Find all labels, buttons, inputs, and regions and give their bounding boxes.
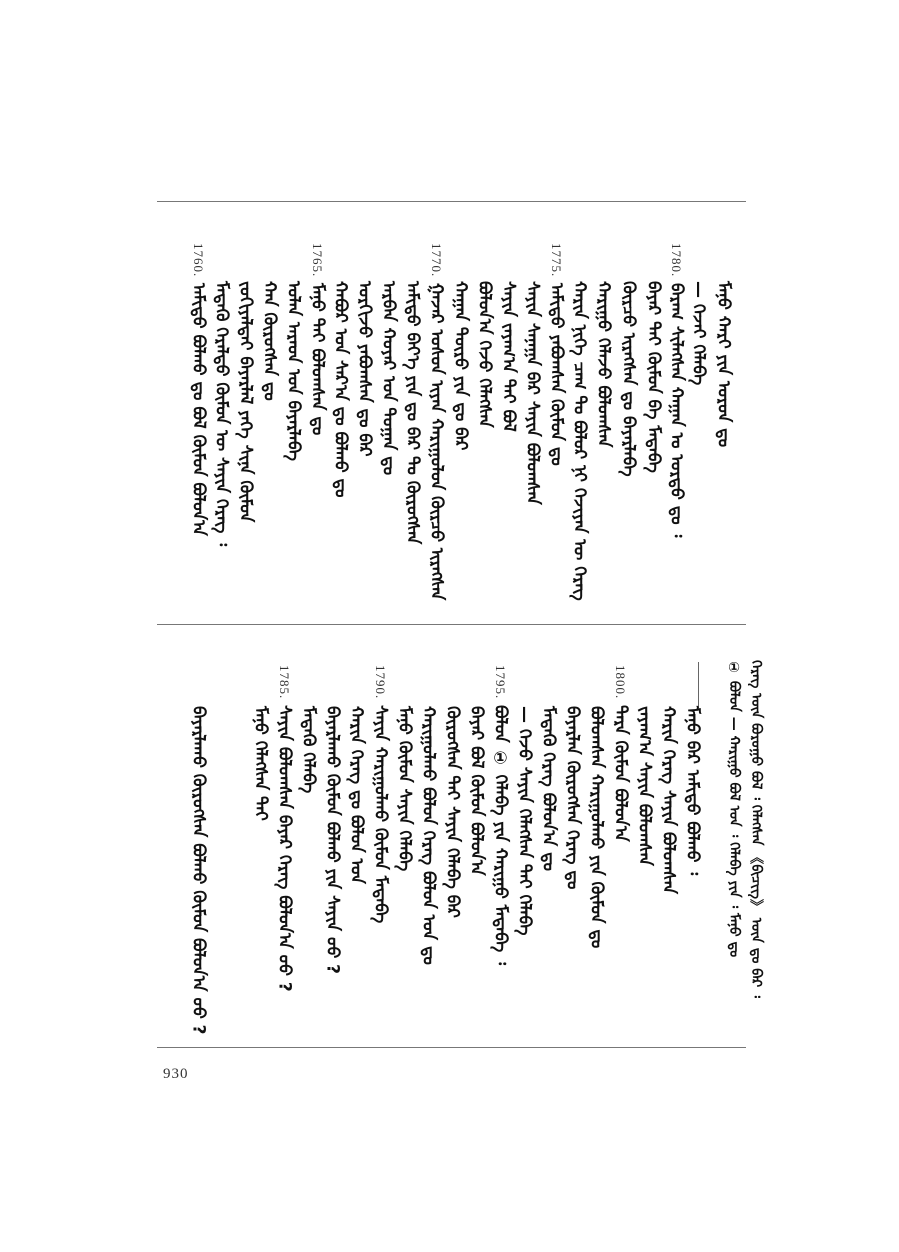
verse-text: ᠬᠠᠷᠢᠭᠤᠯᠬᠤ ᠪᠣᠯᠤᠨ ᠬᠡᠷᠡᠭ ᠪᠣᠯᠤᠨ ᠣᠨ ᠳᠤ [418, 706, 439, 965]
verse-text: ᠮᠡᠳᠡᠬᠦ ᠭᠡᠷᠡᠯᠲᠦ ᠬᠦᠮᠦᠨ ᠦ ᠰᠠᠶᠢᠨ ᠬᠡᠷᠡᠭ ᠄ [211, 281, 232, 547]
verse-text: ᠰᠠᠶᠢᠨ ᠬᠠᠷᠢᠭᠤᠯᠬᠤ ᠬᠦᠮᠦᠨ ᠮᠡᠳᠡᠪᠡ [370, 705, 391, 924]
verse-text: ᠮᠠᠨᠤ ᠪᠠᠷ ᠠᠮᠢᠳᠤ ᠪᠣᠯᠬᠣ ᠄ [682, 706, 703, 876]
line-number: 1770. [429, 243, 444, 278]
verse-text: ᠬᠦᠷᠴᠦ ᠢᠷᠡᠭᠰᠡᠨ ᠳᠤ ᠪᠠᠶᠠᠷᠯᠠᠪᠠ [618, 281, 639, 477]
verse-text: ᠪᠠᠶᠠᠷ ᠪᠣᠯ ᠬᠦᠮᠦᠨ ᠪᠣᠯᠤᠨ᠎ᠠ [466, 706, 487, 876]
top-rule [157, 201, 746, 202]
verse-text: ᠬᠠᠪᠤᠷ ᠤᠨ ᠰᠠᠷ᠎ᠠ ᠳᠤ ᠪᠣᠯᠬᠣ ᠳᠤ [330, 281, 351, 498]
verse-text: ᠪᠣᠯᠤᠨ ① ᠬᠡᠯᠡᠪᠡ ᠶᠢᠨ ᠬᠠᠷᠢᠭᠤ ᠮᠡᠳᠡᠪᠡ ᠄ [490, 705, 511, 966]
verse-text: ᠵᠠᠶᠠᠭ᠎ᠠ ᠰᠠᠶᠢᠨ ᠪᠣᠯᠤᠭᠰᠠᠨ [634, 706, 655, 866]
line-number: 1760. [191, 243, 206, 278]
verse-text: ᠪᠠᠶᠠᠷ ᠲᠠᠢ ᠬᠦᠮᠦᠨ ᠪᠡ ᠮᠡᠳᠡᠪᠡ [643, 281, 664, 473]
verse-text: ᠮᠠᠨᠤ ᠬᠦᠮᠦᠨ ᠰᠠᠶᠢᠨ ᠬᠡᠯᠡᠪᠡ [394, 706, 415, 872]
verse-text: ᠬᠠᠷᠢᠭᠤ ᠬᠡᠯᠡᠵᠦ ᠪᠣᠯᠤᠭᠰᠠᠨ [593, 281, 614, 448]
footnote-text: ① ᠪᠣᠯᠤᠨ — ᠬᠠᠷᠢᠭᠤ ᠪᠣᠯ ᠣᠨ ᠄ ᠬᠡᠯᠡᠪᠡ ᠶᠢᠨ ᠄ ᠮᠠᠨᠤ ᠳᠤ [726, 660, 742, 958]
verse-text: — ᠭᠡᠵᠦ ᠰᠠᠶᠢᠨ ᠬᠡᠯᠡᠭᠰᠡᠨ ᠲᠠᠢ ᠬᠡᠯᠡᠪᠡ [514, 706, 535, 936]
verse-text: ᠣᠷᠬᠢᠵᠦ ᠶᠠᠪᠤᠭᠰᠠᠨ ᠳᠤ ᠪᠠᠷ [354, 281, 375, 457]
verse-text: ᠪᠠᠶᠠᠷᠯᠠᠨ ᠬᠦᠷᠦᠭᠰᠡᠨ ᠬᠡᠷᠡᠭ ᠳᠤ [562, 706, 583, 890]
verse-column [182, 243, 214, 536]
verse-text: ᠬᠠᠭᠠᠨ ᠲᠦᠷᠦ ᠶᠢᠨ ᠳᠤ ᠪᠠᠷ [450, 281, 471, 451]
verse-text: ᠮᠠᠨᠤ ᠬᠡᠯᠡᠭᠰᠡᠨ ᠲᠠᠢ [250, 706, 271, 821]
verse-text: ᠪᠣᠯᠣᠭᠰᠠᠨ ᠬᠠᠷᠢᠭᠤᠯᠬᠤ ᠶᠢᠨ ᠬᠦᠮᠦᠨ ᠳᠤ [586, 706, 607, 949]
verse-text: ᠮᠡᠳᠡᠬᠦ ᠬᠡᠷᠡᠭ ᠪᠣᠯᠤᠨ᠎ᠠ ᠳᠤ [538, 706, 559, 871]
middle-rule [157, 624, 746, 625]
footnote-text: ᠬᠡᠷᠡᠭ ᠦᠨ ᠪᠤᠷᠣᠭᠤ ᠪᠣᠯ ᠄ ᠬᠡᠯᠡᠭᠰᠡᠨ 《ᠪᠢᠴᠢᠭ》 ᠦᠨ ᠳᠤ ᠪᠡᠷ ᠄ [748, 660, 764, 998]
line-number: 1800. [613, 665, 628, 700]
line-number: 1795. [493, 665, 508, 700]
verse-text: ᠵᠣᠬᠢᠶᠠᠯᠲᠠᠢ ᠪᠠᠶᠠᠷᠯᠠᠯ ᠶᠡᠬᠡ ᠰᠢᠨᠡ ᠬᠦᠮᠦᠨ [235, 281, 256, 523]
verse-text: ᠰᠠᠶᠢᠨ ᠪᠣᠯᠤᠭᠰᠠᠨ ᠪᠠᠶᠠᠷ ᠬᠡᠷᠡᠭ ᠪᠣᠯᠤᠨ᠎ᠠ ᠤᠤ ? [274, 705, 295, 992]
verse-text: ᠠᠮᠢᠳᠤ ᠪᠡᠶ᠎ᠡ ᠶᠢᠨ ᠳᠤ ᠪᠠᠷ ᠲᠤ ᠬᠦᠷᠦᠭᠰᠡᠨ [402, 281, 423, 545]
verse-text: ᠪᠠᠶᠠᠷᠯᠠᠬᠤ ᠬᠦᠷᠦᠭᠰᠡᠨ ᠪᠣᠯᠬᠣ ᠬᠦᠮᠦᠨ ᠪᠣᠯᠤᠨ᠎ᠠ ᠤᠤ ? [188, 706, 209, 1035]
verse-text: ᠬᠦᠷᠦᠭᠰᠡᠨ ᠲᠠᠢ ᠰᠠᠶᠢᠨ ᠬᠡᠯᠡᠪᠡ ᠪᠠᠷ [442, 706, 463, 918]
verse-text: ᠮᠠᠨᠤ ᠲᠠᠢ ᠪᠣᠯᠤᠭᠰᠠᠨ ᠳᠤ [307, 283, 328, 436]
verse-text: ᠲᠡᠷᠡ ᠬᠦᠮᠦᠨ ᠪᠣᠯᠤᠨ᠎ᠠ [610, 705, 631, 843]
line-number: 1780. [669, 243, 684, 278]
line-number: 1775. [549, 243, 564, 278]
verse-text: — ᠭᠡᠵᠡᠢ ᠬᠡᠯᠡᠪᠡ [688, 281, 709, 386]
footnote-line [718, 660, 750, 957]
verse-text: ᠠᠮᠢᠳᠤ ᠪᠣᠯᠬᠣ ᠳᠤ ᠪᠣᠯ ᠬᠦᠮᠦᠨ ᠪᠣᠯᠤᠨ᠎ᠠ [188, 283, 209, 537]
verse-text: ᠪᠠᠷᠠᠭ ᠰᠢᠯᠡᠭᠰᠡᠨ ᠬᠠᠭᠠᠨ ᠤ ᠣᠷᠳᠣ ᠳᠤ ᠄ [666, 283, 687, 538]
verse-text: ᠭᠠᠵᠠᠷ ᠤᠰᠤᠨ ᠢᠶᠠᠨ ᠬᠠᠷᠢᠭᠤᠯᠤᠨ ᠬᠦᠷᠴᠦ ᠢᠷᠡᠭᠰᠡᠨ [426, 283, 447, 601]
verse-text: ᠬᠠᠷᠢᠨ ᠬᠡᠷᠡᠭ ᠳᠤ ᠪᠣᠯᠤᠨ ᠤᠨ [346, 706, 367, 884]
verse-text: ᠪᠠᠶᠠᠷᠯᠠᠬᠤ ᠬᠦᠮᠦᠨ ᠪᠣᠯᠬᠣ ᠶᠢᠨ ᠰᠠᠶᠢᠨ ᠤᠤ ? [322, 706, 343, 975]
bottom-rule [157, 1047, 746, 1048]
line-number: 1765. [310, 243, 325, 278]
verse-text: ᠰᠠᠶᠢᠨ ᠵᠠᠶᠠᠭ᠎ᠠ ᠲᠠᠢ ᠪᠣᠯ [498, 281, 519, 432]
line-number: 1785. [277, 665, 292, 700]
verse-text: ᠰᠠᠶᠢᠨ ᠰᠠᠨᠠᠭᠠ ᠪᠠᠷ ᠰᠠᠶᠢᠨ ᠪᠣᠯᠤᠭᠰᠠᠨ [522, 281, 543, 505]
verse-text: ᠮᠡᠳᠡᠬᠦ ᠬᠡᠯᠡᠪᠡ [298, 706, 319, 794]
verse-text: ᠠᠮᠢᠳᠤ ᠶᠠᠪᠤᠭᠰᠠᠨ ᠬᠦᠮᠦᠨ ᠳᠤ [546, 283, 567, 467]
verse-text: ᠬᠠᠨ ᠬᠦᠷᠦᠭᠰᠡᠨ ᠳᠤ [259, 281, 280, 401]
page-number: 930 [163, 1066, 189, 1082]
verse-text: ᠠᠷᠪᠠᠨ ᠬᠣᠶᠠᠷ ᠣᠨ ᠲᠣᠭᠠᠨ ᠳᠤ [378, 281, 399, 476]
verse-text: ᠪᠣᠯᠤᠨ᠎ᠠ ᠭᠡᠵᠦ ᠬᠡᠯᠡᠭᠰᠡᠨ [474, 281, 495, 428]
line-number: 1790. [373, 665, 388, 700]
verse-text: ᠣᠯᠠᠨ ᠠᠷᠠᠳ ᠤᠨ ᠪᠠᠶᠠᠷᠯᠠᠪᠠ [283, 281, 304, 462]
verse-column [244, 700, 276, 821]
verse-column [182, 700, 214, 1035]
verse-text: ᠮᠠᠨᠤ ᠬᠠᠷᠢ ᠶᠢᠨ ᠣᠷᠣᠨ ᠳᠤ [713, 281, 734, 448]
verse-text: ᠬᠠᠷᠢᠨ ᠨᠢᠭᠡ ᠴᠠᠭ ᠲᠤ ᠪᠣᠯᠤᠷ ᠨᠢ ᠬᠡᠵᠢᠶᠡᠨ ᠦ ᠬᠡᠷᠡᠭ [569, 281, 590, 601]
verse-text: ᠬᠠᠷᠢᠨ ᠬᠡᠷᠡᠭ ᠰᠠᠶᠢᠨ ᠪᠣᠯᠤᠭᠰᠠᠨ [658, 706, 679, 894]
